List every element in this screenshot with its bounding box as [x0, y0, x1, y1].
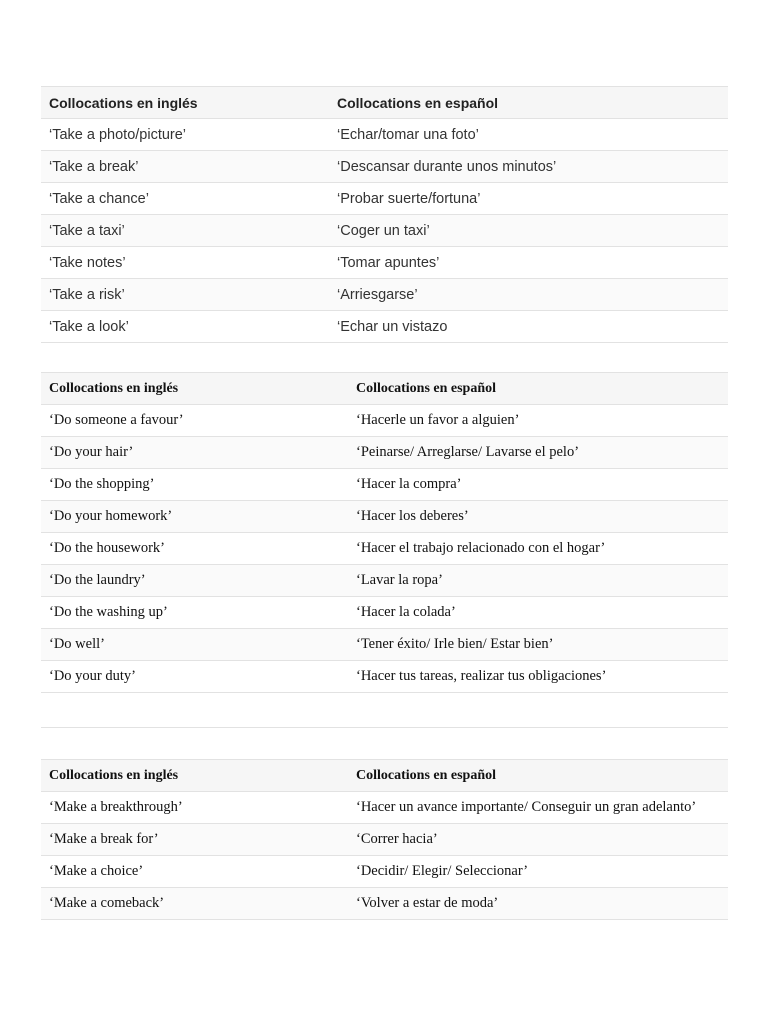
table-row	[41, 824, 728, 856]
table-row	[41, 279, 728, 311]
table-header-row	[41, 87, 728, 119]
cell-english: ‘Do your duty’	[41, 661, 348, 693]
table-row	[41, 501, 728, 533]
cell-spanish: ‘Tener éxito/ Irle bien/ Estar bien’	[348, 629, 728, 661]
header-english: Collocations en inglés	[41, 760, 348, 792]
cell-spanish: ‘Decidir/ Elegir/ Seleccionar’	[348, 856, 728, 888]
cell-spanish: ‘Hacer el trabajo relacionado con el hogar’	[348, 533, 728, 565]
cell-english: ‘Do the washing up’	[41, 597, 348, 629]
cell-spanish: ‘Probar suerte/fortuna’	[329, 183, 728, 215]
cell-english: ‘Do the laundry’	[41, 565, 348, 597]
cell-spanish: ‘Arriesgarse’	[329, 279, 728, 311]
divider	[41, 727, 728, 728]
header-spanish: Collocations en español	[348, 760, 728, 792]
cell-spanish: ‘Descansar durante unos minutos’	[329, 151, 728, 183]
table-row	[41, 311, 728, 343]
cell-english: ‘Do well’	[41, 629, 348, 661]
table-row	[41, 119, 728, 151]
table-header-row	[41, 373, 728, 405]
table-row	[41, 629, 728, 661]
table-row	[41, 437, 728, 469]
cell-spanish: ‘Hacerle un favor a alguien’	[348, 405, 728, 437]
cell-english: ‘Make a breakthrough’	[41, 792, 348, 824]
cell-english: ‘Do the shopping’	[41, 469, 348, 501]
table-row	[41, 215, 728, 247]
cell-english: ‘Do the housework’	[41, 533, 348, 565]
do-collocations-table	[41, 372, 728, 693]
table-row	[41, 183, 728, 215]
cell-spanish: ‘Correr hacia’	[348, 824, 728, 856]
make-collocations-table	[41, 759, 728, 920]
cell-spanish: ‘Echar/tomar una foto’	[329, 119, 728, 151]
cell-english: ‘Take a photo/picture’	[41, 119, 329, 151]
table-row	[41, 469, 728, 501]
cell-spanish: ‘Volver a estar de moda’	[348, 888, 728, 920]
header-english: Collocations en inglés	[41, 87, 329, 119]
cell-english: ‘Make a choice’	[41, 856, 348, 888]
cell-spanish: ‘Hacer tus tareas, realizar tus obligaciones’	[348, 661, 728, 693]
cell-spanish: ‘Coger un taxi’	[329, 215, 728, 247]
table-row	[41, 888, 728, 920]
cell-english: ‘Do someone a favour’	[41, 405, 348, 437]
header-spanish: Collocations en español	[329, 87, 728, 119]
cell-spanish: ‘Hacer los deberes’	[348, 501, 728, 533]
table-row	[41, 597, 728, 629]
cell-english: ‘Do your homework’	[41, 501, 348, 533]
cell-spanish: ‘Tomar apuntes’	[329, 247, 728, 279]
cell-spanish: ‘Echar un vistazo	[329, 311, 728, 343]
cell-spanish: ‘Hacer un avance importante/ Conseguir un gran adelanto’	[348, 792, 728, 824]
cell-english: ‘Take a break’	[41, 151, 329, 183]
header-english: Collocations en inglés	[41, 373, 348, 405]
cell-english: ‘Take a chance’	[41, 183, 329, 215]
cell-spanish: ‘Lavar la ropa’	[348, 565, 728, 597]
cell-spanish: ‘Peinarse/ Arreglarse/ Lavarse el pelo’	[348, 437, 728, 469]
table-row	[41, 661, 728, 693]
header-spanish: Collocations en español	[348, 373, 728, 405]
cell-english: ‘Take notes’	[41, 247, 329, 279]
cell-spanish: ‘Hacer la colada’	[348, 597, 728, 629]
table-header-row	[41, 760, 728, 792]
cell-spanish: ‘Hacer la compra’	[348, 469, 728, 501]
table-row	[41, 405, 728, 437]
table-row	[41, 856, 728, 888]
table-row	[41, 533, 728, 565]
table-row	[41, 792, 728, 824]
cell-english: ‘Make a break for’	[41, 824, 348, 856]
take-collocations-table	[41, 86, 728, 343]
cell-english: ‘Take a taxi’	[41, 215, 329, 247]
cell-english: ‘Take a risk’	[41, 279, 329, 311]
table-row	[41, 151, 728, 183]
cell-english: ‘Make a comeback’	[41, 888, 348, 920]
cell-english: ‘Take a look’	[41, 311, 329, 343]
cell-english: ‘Do your hair’	[41, 437, 348, 469]
table-row	[41, 247, 728, 279]
table-row	[41, 565, 728, 597]
